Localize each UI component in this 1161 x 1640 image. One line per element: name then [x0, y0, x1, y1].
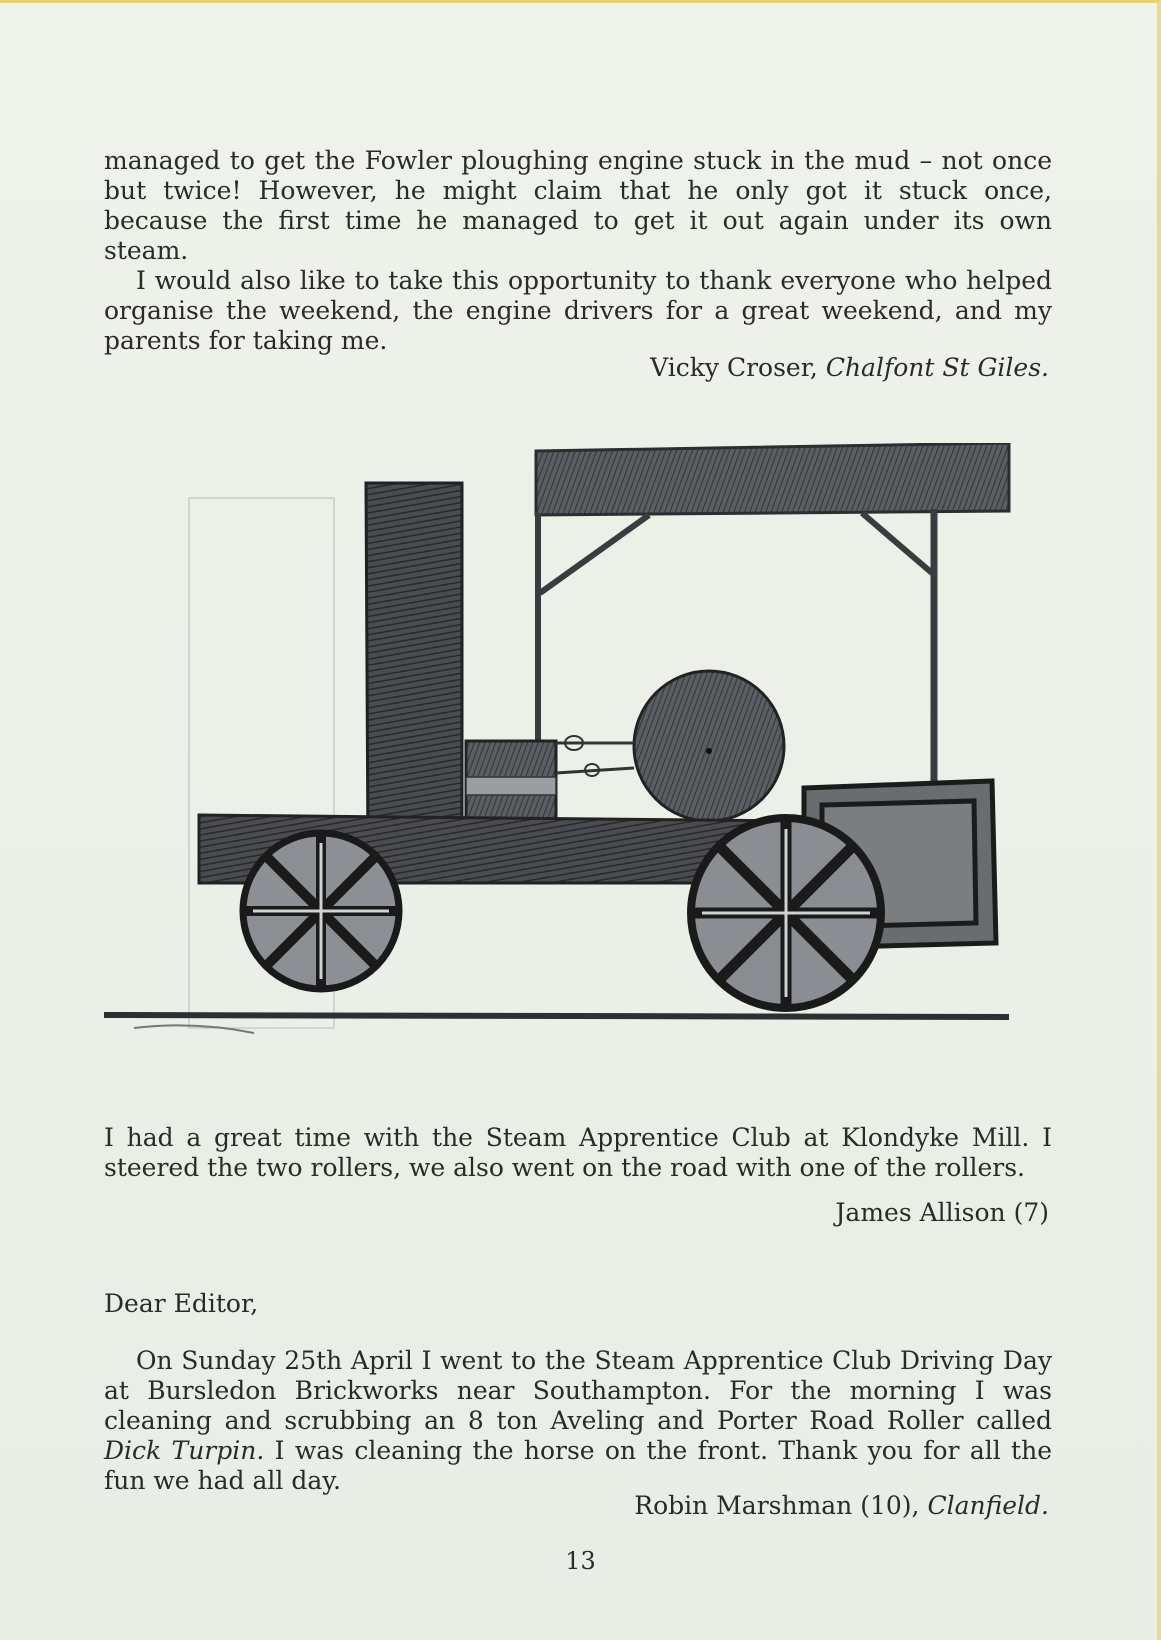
signature-name: Vicky Croser, — [650, 353, 818, 382]
page-number: 13 — [565, 1547, 596, 1575]
letter-3-salutation — [104, 1289, 1052, 1319]
letter-1-paragraph-2: I would also like to take this opportunity to thank everyone who helped organise the weekend, the engine drivers for a great weekend, and my parents for taking me. — [104, 266, 1052, 355]
letter-3-text-b: I was cleaning the horse on the front. Thank you for all the fun we had all day. — [104, 1436, 1052, 1495]
signature-name: James Allison (7) — [835, 1198, 1049, 1227]
letter-1-body — [104, 146, 1052, 356]
signature-place: Clanfield. — [927, 1491, 1049, 1520]
letter-3-roller-name: Dick Turpin. — [104, 1436, 265, 1465]
letter-2-body — [104, 1123, 1052, 1183]
letter-3-paragraph — [104, 1346, 1052, 1496]
signature-name: Robin Marshman (10), — [634, 1491, 920, 1520]
letter-3-signature — [634, 1491, 1049, 1521]
letter-2-signature — [835, 1198, 1049, 1228]
steam-roller-drawing — [104, 443, 1054, 1073]
letter-1-signature — [650, 353, 1049, 383]
letter-1-paragraph-1: managed to get the Fowler ploughing engine stuck in the mud – not once but twice! However, he might claim that he only got it stuck once, because the first time he managed to get it out again under its own steam. — [104, 146, 1052, 265]
letter-3-text-a: On Sunday 25th April I went to the Steam Apprentice Club Driving Day at Bursledon Brickworks near Southampton. For the morning I was cleaning and scrubbing an 8 ton Aveling and Porter Road Roller called — [104, 1346, 1052, 1435]
letter-2-paragraph: I had a great time with the Steam Apprentice Club at Klondyke Mill. I steered the two rollers, we also went on the road with one of the rollers. — [104, 1123, 1052, 1182]
signature-place: Chalfont St Giles. — [825, 353, 1049, 382]
front-wheel — [243, 833, 399, 989]
rear-wheel — [691, 818, 881, 1008]
letter-3-body — [104, 1346, 1052, 1496]
salutation: Dear Editor, — [104, 1289, 259, 1318]
